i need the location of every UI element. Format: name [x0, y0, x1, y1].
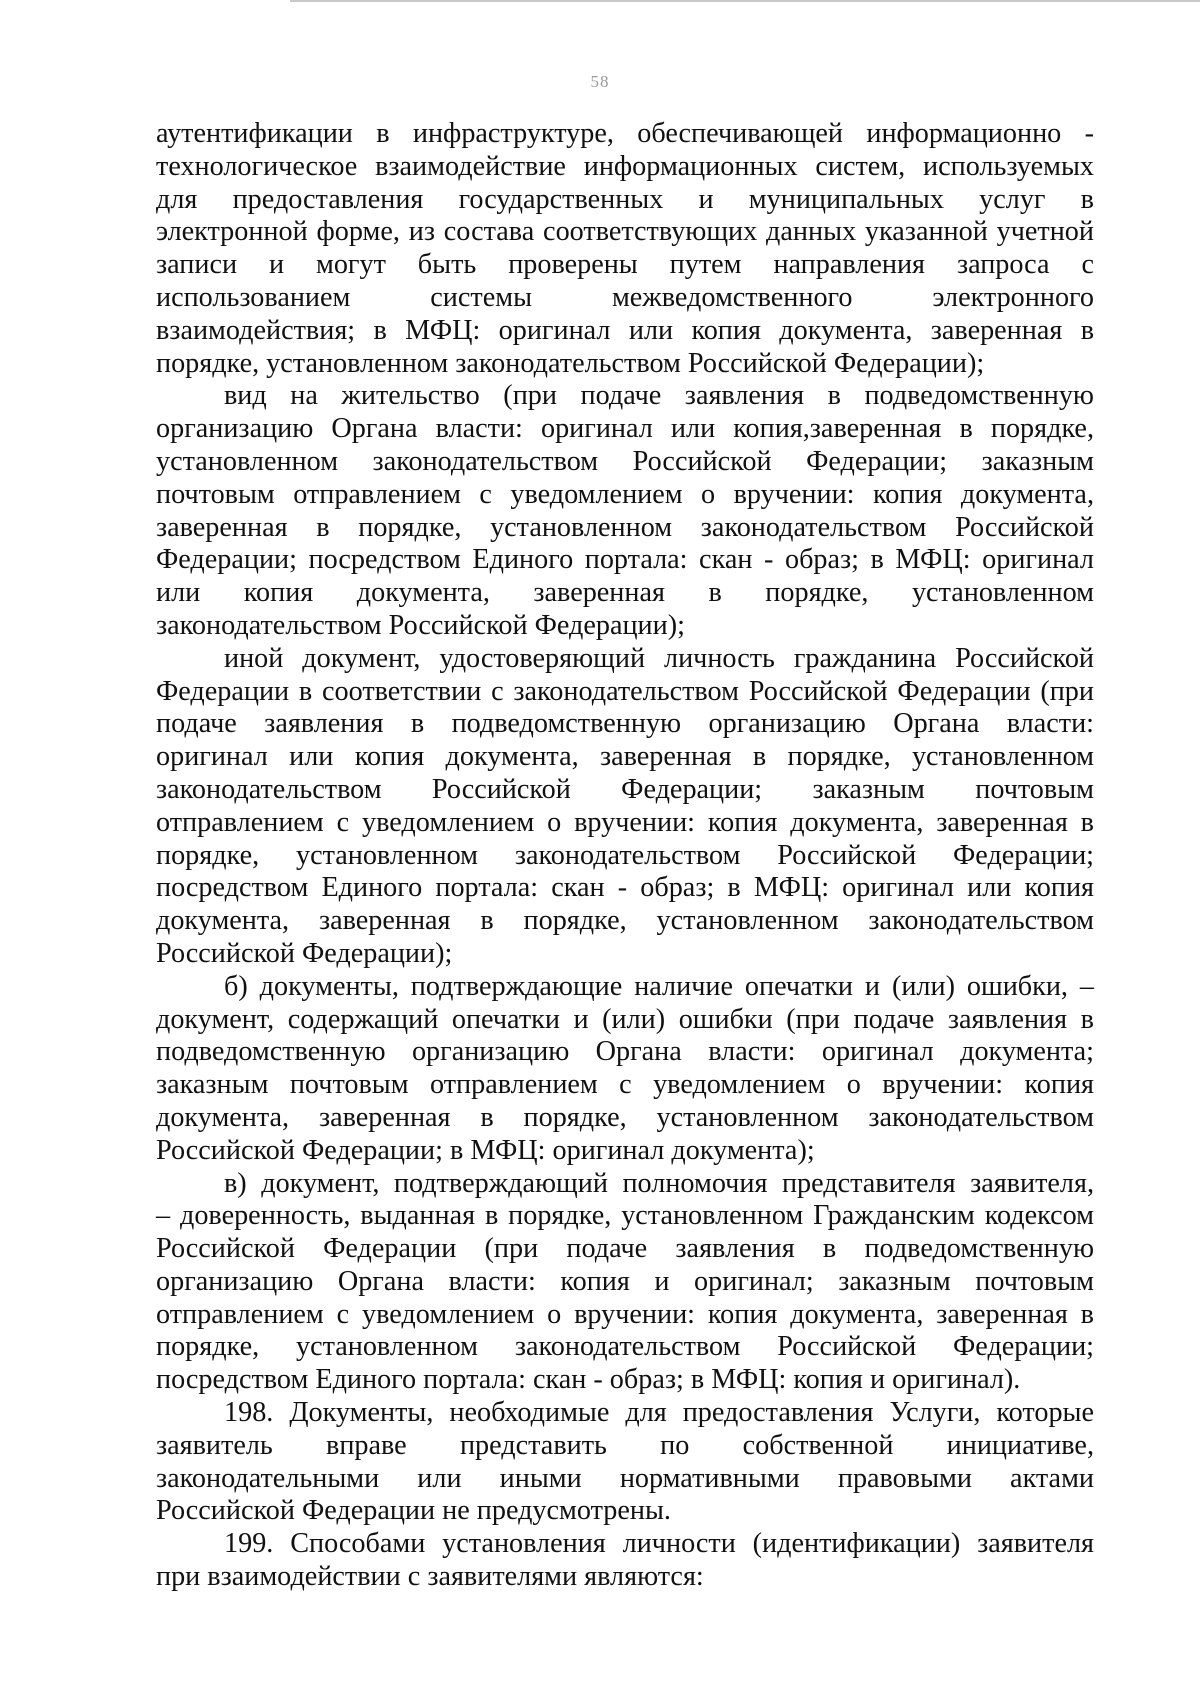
paragraph-item-b	[156, 971, 1094, 1168]
text-line: оригинал или копия документа, заверенная в порядке, установленном	[156, 741, 1094, 773]
text-line: посредством Единого портала: скан - образ; в МФЦ: копия и оригинал).	[156, 1364, 1021, 1396]
text-line: иной документ, удостоверяющий личность гражданина Российской	[224, 642, 1094, 674]
paragraph-other-id-document	[156, 643, 1094, 971]
text-line: Федерации в соответствии с законодательством Российской Федерации (при	[156, 675, 1094, 707]
text-line: отправлением с уведомлением о вручении: копия документа, заверенная в	[156, 1298, 1094, 1330]
text-line: Российской Федерации);	[156, 937, 453, 969]
text-line: использованием системы межведомственного электронного	[156, 281, 1094, 313]
text-line: вид на жительство (при подаче заявления в подведомственную	[224, 380, 1094, 412]
text-line: установленном законодательством Российской Федерации; заказным	[156, 445, 1094, 477]
text-line: Российской Федерации; в МФЦ: оригинал документа);	[156, 1134, 815, 1166]
text-line: документа, заверенная в порядке, установленном законодательством	[156, 1101, 1094, 1133]
text-line: Российской Федерации (при подаче заявления в подведомственную	[156, 1233, 1094, 1265]
text-line: при взаимодействии с заявителями являются:	[156, 1561, 704, 1593]
text-line: заверенная в порядке, установленном законодательством Российской	[156, 511, 1094, 543]
text-line: подведомственную организацию Органа власти: оригинал документа;	[156, 1036, 1094, 1068]
text-line: посредством Единого портала: скан - образ; в МФЦ: оригинал или копия	[156, 872, 1094, 904]
text-line: для предоставления государственных и муниципальных услуг в	[156, 183, 1094, 215]
text-line: заказным почтовым отправлением с уведомлением о вручении: копия	[156, 1069, 1094, 1101]
scan-top-edge	[290, 0, 1200, 2]
text-line: в) документ, подтверждающий полномочия представителя заявителя,	[224, 1167, 1094, 1199]
text-line: электронной форме, из состава соответствующих данных указанной учетной	[156, 216, 1094, 248]
text-line: организацию Органа власти: копия и оригинал; заказным почтовым	[156, 1265, 1094, 1297]
text-line: аутентификации в инфраструктуре, обеспечивающей информационно -	[156, 118, 1094, 149]
paragraph-auth-continuation	[156, 118, 1094, 380]
text-line: отправлением с уведомлением о вручении: копия документа, заверенная в	[156, 806, 1094, 838]
text-line: заявитель вправе представить по собственной инициативе,	[156, 1429, 1094, 1461]
text-line: документ, содержащий опечатки и (или) ошибки (при подаче заявления в	[156, 1003, 1094, 1035]
text-line: б) документы, подтверждающие наличие опечатки и (или) ошибки, –	[224, 970, 1094, 1002]
text-line: почтовым отправлением с уведомлением о вручении: копия документа,	[156, 478, 1094, 510]
text-line: организацию Органа власти: оригинал или копия,заверенная в порядке,	[156, 413, 1094, 445]
text-line: законодательством Российской Федерации; заказным почтовым	[156, 773, 1094, 805]
paragraph-item-v	[156, 1168, 1094, 1398]
text-line: законодательством Российской Федерации);	[156, 609, 685, 641]
text-line: законодательными или иными нормативными правовыми актами	[156, 1462, 1094, 1494]
text-line: Федерации; посредством Единого портала: скан - образ; в МФЦ: оригинал	[156, 544, 1094, 576]
page-number: 58	[590, 72, 610, 91]
text-line: технологическое взаимодействие информационных систем, используемых	[156, 150, 1094, 182]
text-line: записи и могут быть проверены путем направления запроса с	[156, 249, 1094, 281]
paragraph-198	[156, 1397, 1094, 1528]
text-line: или копия документа, заверенная в порядке, установленном	[156, 577, 1094, 609]
text-line: взаимодействия; в МФЦ: оригинал или копия документа, заверенная в	[156, 314, 1094, 346]
text-line: – доверенность, выданная в порядке, установленном Гражданским кодексом	[156, 1200, 1094, 1232]
document-body	[156, 118, 1094, 1594]
paragraph-residence-permit	[156, 380, 1094, 642]
text-line: порядке, установленном законодательством Российской Федерации);	[156, 347, 985, 379]
text-line: документа, заверенная в порядке, установленном законодательством	[156, 905, 1094, 937]
text-line: порядке, установленном законодательством Российской Федерации;	[156, 839, 1094, 871]
text-line: 199. Способами установления личности (идентификации) заявителя	[224, 1528, 1094, 1560]
text-line: подаче заявления в подведомственную организацию Органа власти:	[156, 708, 1094, 740]
text-line: порядке, установленном законодательством Российской Федерации;	[156, 1331, 1094, 1363]
text-line: 198. Документы, необходимые для предоставления Услуги, которые	[224, 1397, 1094, 1429]
text-line: Российской Федерации не предусмотрены.	[156, 1495, 671, 1527]
paragraph-199	[156, 1528, 1094, 1594]
